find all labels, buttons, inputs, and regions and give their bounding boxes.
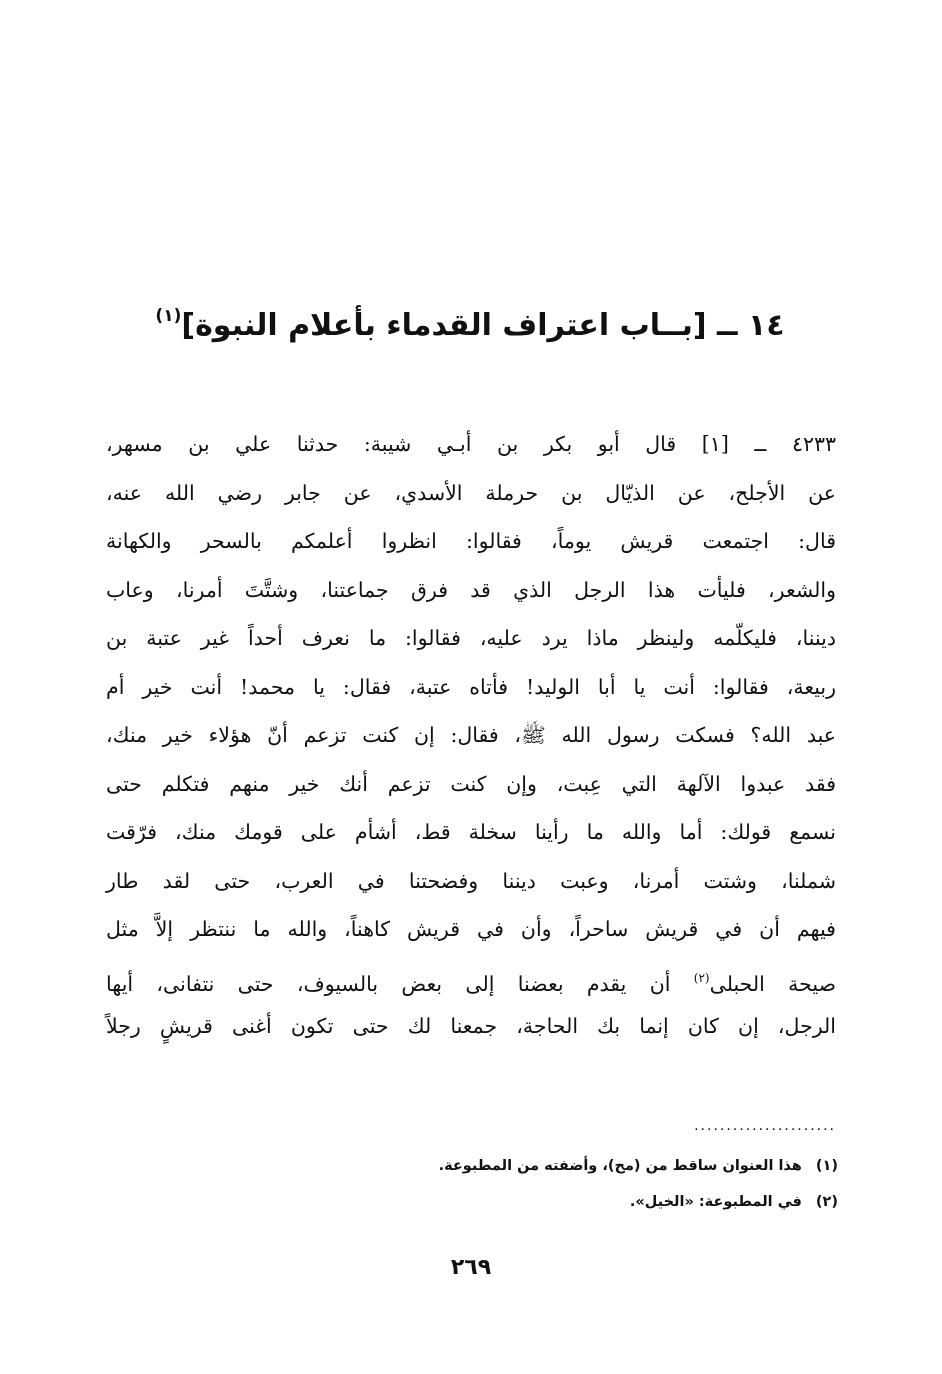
text-line-11: فيهم أن في قريش ساحراً، وأن في قريش كاهناً، والله ما ننتظر إلاَّ مثل <box>106 917 836 941</box>
text-line-8: فقد عبدوا الآلهة التي عِبت، وإن كنت تزعم أنك خير منهم فتكلم حتى <box>106 771 836 796</box>
text-line-9: نسمع قولك: أما والله ما رأينا سخلة قط، أشأم على قومك منك، فرّقت <box>106 820 836 844</box>
text-line-3: قال: اجتمعت قريش يوماً، فقالوا: انظروا أعلمكم بالسحر والكهانة <box>106 529 836 553</box>
footnote-item <box>300 1148 838 1184</box>
text-line-5: ديننا، فليكلّمه ولينظر ماذا يرد عليه، فقالوا: ما نعرف أحداً غير عتبة بن <box>106 626 836 650</box>
footnote-number: (١) <box>815 1158 838 1174</box>
text-line-12 <box>106 954 836 1003</box>
text-line-1: ٤٢٣٣ ــ [١] قال أبو بكر بن أبـي شيبة: حدثنا علي بن مسهر، <box>106 432 836 456</box>
chapter-title-text: ١٤ ــ [بــاب اعتراف القدماء بأعلام النبوة] <box>181 308 785 343</box>
footnote-text: في المطبوعة: «الخيل». <box>629 1194 802 1210</box>
chapter-footnote-ref: (١) <box>155 306 182 326</box>
text-line-2: عن الأجلح، عن الذيّال بن حرملة الأسدي، عن جابر رضي الله عنه، <box>106 480 836 505</box>
footnote-ref-2: (٢) <box>693 970 710 985</box>
footnote-number: (٢) <box>815 1194 838 1210</box>
text-line-10: شملنا، وشتت أمرنا، وعبت ديننا وفضحتنا في العرب، حتى لقد طار <box>106 868 836 893</box>
page-number: ٢٦٩ <box>450 1255 492 1280</box>
text-line-7: عبد الله؟ فسكت رسول الله ﷺ، فقال: إن كنت تزعم أنّ هؤلاء خير منك، <box>106 723 836 747</box>
text-line-13: الرجل، إن كان إنما بك الحاجة، جمعنا لك حتى تكون أغنى قريشٍ رجلاً <box>106 1014 836 1038</box>
footnote-item <box>300 1184 838 1220</box>
text-line-12-start: صيحة الحبلى <box>709 971 836 996</box>
footnote-text: هذا العنوان ساقط من (مح)، وأضفته من المطبوعة. <box>438 1158 802 1174</box>
text-line-6: ربيعة، فقالوا: أنت يا أبا الوليد! فأتاه عتبة، فقال: يا محمد! أنت خير أم <box>106 674 836 699</box>
chapter-title <box>150 292 790 350</box>
footnote-separator: ...................... <box>694 1118 836 1132</box>
text-line-12-rest: أن يقدم بعضنا إلى بعض بالسيوف، حتى نتفانى، أيها <box>106 971 671 996</box>
text-line-4: والشعر، فليأت هذا الرجل الذي قد فرق جماعتنا، وشتَّتَ أمرنا، وعاب <box>106 577 836 602</box>
hadith-text <box>106 420 836 1051</box>
footnotes <box>300 1148 838 1220</box>
